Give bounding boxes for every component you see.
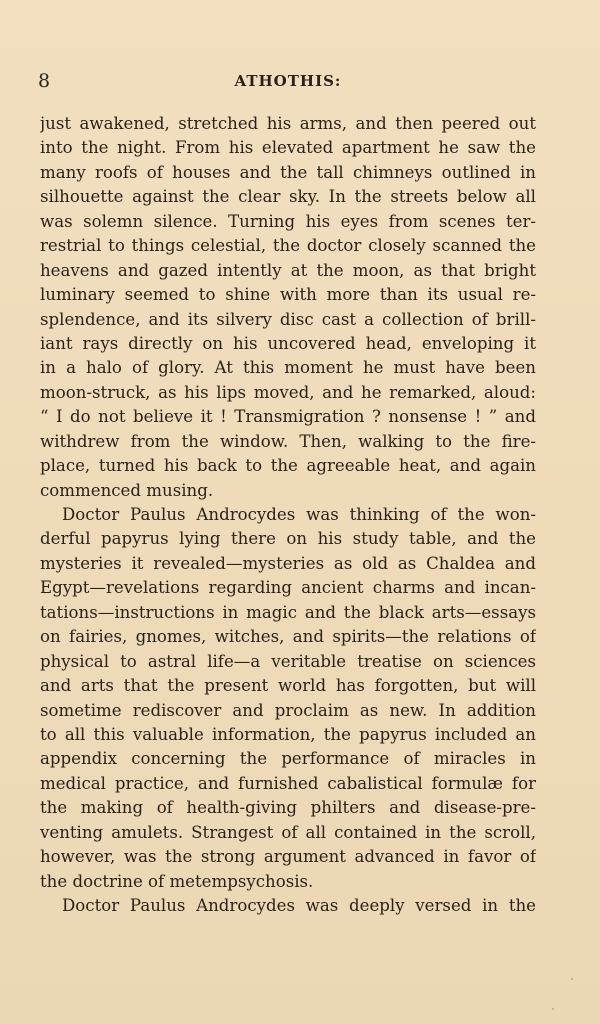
text-line: Egypt—revelations regarding ancient charms and incan- [40,578,536,598]
text-line: heavens and gazed intently at the moon, as that bright [40,260,536,280]
text-line: splendence, and its silvery disc cast a collection of brill- [40,309,536,329]
page-header [38,68,538,96]
body-text [40,112,536,918]
text-line: restrial to things celestial, the doctor closely scanned the [40,236,536,256]
paper-speck [571,978,573,980]
text-line: venting amulets. Strangest of all contained in the scroll, [40,822,536,842]
text-line: withdrew from the window. Then, walking to the fire- [40,431,536,451]
text-line: in a halo of glory. At this moment he must have been [40,358,536,378]
text-line: to all this valuable information, the papyrus included an [40,724,536,744]
text-line: just awakened, stretched his arms, and then peered out [40,114,536,133]
text-line: on fairies, gnomes, witches, and spirits—the relations of [40,627,536,647]
text-line: physical to astral life—a veritable treatise on sciences [40,651,536,671]
text-line: iant rays directly on his uncovered head, enveloping it [40,333,536,353]
text-line: was solemn silence. Turning his eyes from scenes ter- [40,211,536,231]
text-line: Doctor Paulus Androcydes was deeply versed in the [62,896,536,915]
text-line: the doctrine of metempsychosis. [40,871,314,891]
paper-speck [552,1008,554,1010]
text-line: place, turned his back to the agreeable heat, and again [40,456,536,476]
text-line: many roofs of houses and the tall chimneys outlined in [40,162,536,182]
text-line: moon-struck, as his lips moved, and he remarked, aloud: [40,382,536,402]
text-line: appendix concerning the performance of miracles in [40,749,536,769]
text-line: luminary seemed to shine with more than its usual re- [40,285,536,305]
text-line: silhouette against the clear sky. In the streets below all [40,187,536,207]
text-line: into the night. From his elevated apartment he saw the [40,138,536,158]
text-line: Doctor Paulus Androcydes was thinking of the won- [62,505,536,524]
text-line: the making of health-giving philters and disease-pre- [40,798,536,818]
running-head: ATHOTHIS: [234,72,342,90]
text-line: derful papyrus lying there on his study table, and the [40,529,536,549]
text-line: and arts that the present world has forgotten, but will [40,676,536,696]
text-line: however, was the strong argument advanced in favor of [40,847,536,867]
text-line: “ I do not believe it ! Transmigration ? nonsense ! ” and [40,407,536,427]
text-line: commenced musing. [40,480,214,500]
text-line: medical practice, and furnished cabalistical formulæ for [40,773,536,793]
text-line: mysteries it revealed—mysteries as old as Chaldea and [40,553,536,573]
text-line: tations—instructions in magic and the black arts—essays [40,602,536,622]
page-number: 8 [38,70,51,92]
text-line: sometime rediscover and proclaim as new. In addition [40,700,536,720]
